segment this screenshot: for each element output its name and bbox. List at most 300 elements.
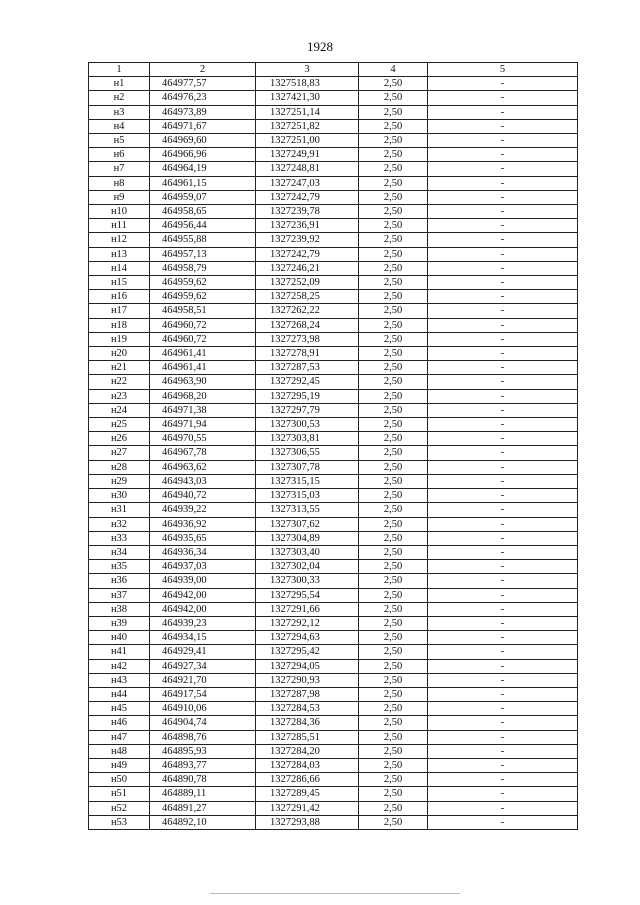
y-coordinate-cell: 1327251,82 (256, 119, 359, 133)
accuracy-cell: 2,50 (359, 347, 428, 361)
table-row (89, 418, 578, 432)
description-cell: - (428, 815, 578, 829)
table-row (89, 716, 578, 730)
x-coordinate-cell: 464934,15 (150, 631, 256, 645)
description-cell: - (428, 517, 578, 531)
accuracy-cell: 2,50 (359, 474, 428, 488)
description-cell: - (428, 687, 578, 701)
table-row (89, 687, 578, 701)
description-cell: - (428, 702, 578, 716)
point-id-cell: н2 (89, 91, 150, 105)
point-id-cell: н22 (89, 375, 150, 389)
y-coordinate-cell: 1327295,54 (256, 588, 359, 602)
x-coordinate-cell: 464963,62 (150, 460, 256, 474)
table-row (89, 247, 578, 261)
x-coordinate-cell: 464893,77 (150, 758, 256, 772)
x-coordinate-cell: 464955,88 (150, 233, 256, 247)
accuracy-cell: 2,50 (359, 432, 428, 446)
table-row (89, 148, 578, 162)
description-cell: - (428, 190, 578, 204)
y-coordinate-cell: 1327284,36 (256, 716, 359, 730)
accuracy-cell: 2,50 (359, 588, 428, 602)
accuracy-cell: 2,50 (359, 801, 428, 815)
description-cell: - (428, 233, 578, 247)
description-cell: - (428, 205, 578, 219)
x-coordinate-cell: 464977,57 (150, 77, 256, 91)
table-row (89, 744, 578, 758)
x-coordinate-cell: 464936,92 (150, 517, 256, 531)
x-coordinate-cell: 464942,00 (150, 588, 256, 602)
table-row (89, 560, 578, 574)
accuracy-cell: 2,50 (359, 531, 428, 545)
y-coordinate-cell: 1327293,88 (256, 815, 359, 829)
accuracy-cell: 2,50 (359, 616, 428, 630)
y-coordinate-cell: 1327295,42 (256, 645, 359, 659)
y-coordinate-cell: 1327268,24 (256, 318, 359, 332)
accuracy-cell: 2,50 (359, 148, 428, 162)
y-coordinate-cell: 1327239,78 (256, 205, 359, 219)
table-row (89, 318, 578, 332)
point-id-cell: н8 (89, 176, 150, 190)
y-coordinate-cell: 1327518,83 (256, 77, 359, 91)
point-id-cell: н36 (89, 574, 150, 588)
description-cell: - (428, 560, 578, 574)
point-id-cell: н9 (89, 190, 150, 204)
column-header: 5 (428, 63, 578, 77)
point-id-cell: н45 (89, 702, 150, 716)
x-coordinate-cell: 464959,62 (150, 276, 256, 290)
description-cell: - (428, 261, 578, 275)
x-coordinate-cell: 464958,79 (150, 261, 256, 275)
description-cell: - (428, 673, 578, 687)
table-row (89, 403, 578, 417)
table-row (89, 730, 578, 744)
header-row (89, 63, 578, 77)
table-row (89, 702, 578, 716)
column-header: 2 (150, 63, 256, 77)
point-id-cell: н24 (89, 403, 150, 417)
table-row (89, 489, 578, 503)
accuracy-cell: 2,50 (359, 304, 428, 318)
table-row (89, 276, 578, 290)
description-cell: - (428, 119, 578, 133)
point-id-cell: н32 (89, 517, 150, 531)
y-coordinate-cell: 1327246,21 (256, 261, 359, 275)
table-row (89, 503, 578, 517)
y-coordinate-cell: 1327285,51 (256, 730, 359, 744)
x-coordinate-cell: 464969,60 (150, 134, 256, 148)
point-id-cell: н42 (89, 659, 150, 673)
y-coordinate-cell: 1327251,00 (256, 134, 359, 148)
point-id-cell: н52 (89, 801, 150, 815)
y-coordinate-cell: 1327291,66 (256, 602, 359, 616)
table-row (89, 602, 578, 616)
table-row (89, 77, 578, 91)
accuracy-cell: 2,50 (359, 162, 428, 176)
description-cell: - (428, 91, 578, 105)
x-coordinate-cell: 464936,34 (150, 545, 256, 559)
y-coordinate-cell: 1327236,91 (256, 219, 359, 233)
accuracy-cell: 2,50 (359, 758, 428, 772)
x-coordinate-cell: 464942,00 (150, 602, 256, 616)
point-id-cell: н39 (89, 616, 150, 630)
description-cell: - (428, 474, 578, 488)
table-row (89, 673, 578, 687)
y-coordinate-cell: 1327313,55 (256, 503, 359, 517)
y-coordinate-cell: 1327300,33 (256, 574, 359, 588)
table-row (89, 588, 578, 602)
description-cell: - (428, 290, 578, 304)
point-id-cell: н23 (89, 389, 150, 403)
table-row (89, 290, 578, 304)
table-row (89, 545, 578, 559)
accuracy-cell: 2,50 (359, 602, 428, 616)
y-coordinate-cell: 1327304,89 (256, 531, 359, 545)
x-coordinate-cell: 464967,78 (150, 446, 256, 460)
table-row (89, 134, 578, 148)
accuracy-cell: 2,50 (359, 77, 428, 91)
description-cell: - (428, 446, 578, 460)
page-number: 1928 (307, 39, 333, 54)
point-id-cell: н40 (89, 631, 150, 645)
table-row (89, 460, 578, 474)
point-id-cell: н6 (89, 148, 150, 162)
description-cell: - (428, 574, 578, 588)
y-coordinate-cell: 1327291,42 (256, 801, 359, 815)
table-row (89, 233, 578, 247)
table-row (89, 91, 578, 105)
x-coordinate-cell: 464971,94 (150, 418, 256, 432)
point-id-cell: н13 (89, 247, 150, 261)
point-id-cell: н18 (89, 318, 150, 332)
table-row (89, 574, 578, 588)
description-cell: - (428, 105, 578, 119)
accuracy-cell: 2,50 (359, 687, 428, 701)
accuracy-cell: 2,50 (359, 205, 428, 219)
point-id-cell: н48 (89, 744, 150, 758)
description-cell: - (428, 304, 578, 318)
point-id-cell: н4 (89, 119, 150, 133)
x-coordinate-cell: 464895,93 (150, 744, 256, 758)
table-row (89, 432, 578, 446)
table-row (89, 517, 578, 531)
y-coordinate-cell: 1327307,78 (256, 460, 359, 474)
description-cell: - (428, 645, 578, 659)
accuracy-cell: 2,50 (359, 730, 428, 744)
x-coordinate-cell: 464963,90 (150, 375, 256, 389)
footer-divider (210, 893, 460, 894)
accuracy-cell: 2,50 (359, 659, 428, 673)
point-id-cell: н47 (89, 730, 150, 744)
accuracy-cell: 2,50 (359, 389, 428, 403)
description-cell: - (428, 460, 578, 474)
description-cell: - (428, 489, 578, 503)
accuracy-cell: 2,50 (359, 91, 428, 105)
point-id-cell: н35 (89, 560, 150, 574)
x-coordinate-cell: 464927,34 (150, 659, 256, 673)
accuracy-cell: 2,50 (359, 276, 428, 290)
accuracy-cell: 2,50 (359, 545, 428, 559)
table-row (89, 304, 578, 318)
point-id-cell: н14 (89, 261, 150, 275)
description-cell: - (428, 361, 578, 375)
y-coordinate-cell: 1327247,03 (256, 176, 359, 190)
description-cell: - (428, 432, 578, 446)
x-coordinate-cell: 464891,27 (150, 801, 256, 815)
description-cell: - (428, 347, 578, 361)
y-coordinate-cell: 1327315,03 (256, 489, 359, 503)
x-coordinate-cell: 464961,41 (150, 347, 256, 361)
accuracy-cell: 2,50 (359, 119, 428, 133)
description-cell: - (428, 744, 578, 758)
table-row (89, 758, 578, 772)
x-coordinate-cell: 464892,10 (150, 815, 256, 829)
x-coordinate-cell: 464890,78 (150, 773, 256, 787)
description-cell: - (428, 77, 578, 91)
y-coordinate-cell: 1327315,15 (256, 474, 359, 488)
x-coordinate-cell: 464973,89 (150, 105, 256, 119)
column-header: 1 (89, 63, 150, 77)
y-coordinate-cell: 1327292,45 (256, 375, 359, 389)
column-header: 4 (359, 63, 428, 77)
accuracy-cell: 2,50 (359, 261, 428, 275)
x-coordinate-cell: 464937,03 (150, 560, 256, 574)
x-coordinate-cell: 464929,41 (150, 645, 256, 659)
table-row (89, 361, 578, 375)
y-coordinate-cell: 1327302,04 (256, 560, 359, 574)
table-row (89, 446, 578, 460)
coordinates-table (88, 62, 578, 830)
y-coordinate-cell: 1327284,20 (256, 744, 359, 758)
y-coordinate-cell: 1327251,14 (256, 105, 359, 119)
point-id-cell: н11 (89, 219, 150, 233)
y-coordinate-cell: 1327287,98 (256, 687, 359, 701)
x-coordinate-cell: 464904,74 (150, 716, 256, 730)
accuracy-cell: 2,50 (359, 645, 428, 659)
y-coordinate-cell: 1327294,05 (256, 659, 359, 673)
point-id-cell: н25 (89, 418, 150, 432)
table-row (89, 389, 578, 403)
table-row (89, 801, 578, 815)
description-cell: - (428, 730, 578, 744)
point-id-cell: н53 (89, 815, 150, 829)
description-cell: - (428, 418, 578, 432)
point-id-cell: н17 (89, 304, 150, 318)
table-row (89, 659, 578, 673)
accuracy-cell: 2,50 (359, 105, 428, 119)
accuracy-cell: 2,50 (359, 375, 428, 389)
x-coordinate-cell: 464961,15 (150, 176, 256, 190)
description-cell: - (428, 588, 578, 602)
y-coordinate-cell: 1327303,81 (256, 432, 359, 446)
point-id-cell: н49 (89, 758, 150, 772)
y-coordinate-cell: 1327289,45 (256, 787, 359, 801)
accuracy-cell: 2,50 (359, 560, 428, 574)
accuracy-cell: 2,50 (359, 247, 428, 261)
point-id-cell: н10 (89, 205, 150, 219)
y-coordinate-cell: 1327295,19 (256, 389, 359, 403)
description-cell: - (428, 602, 578, 616)
y-coordinate-cell: 1327290,93 (256, 673, 359, 687)
point-id-cell: н44 (89, 687, 150, 701)
x-coordinate-cell: 464935,65 (150, 531, 256, 545)
table-body (89, 77, 578, 830)
description-cell: - (428, 503, 578, 517)
description-cell: - (428, 531, 578, 545)
point-id-cell: н15 (89, 276, 150, 290)
point-id-cell: н21 (89, 361, 150, 375)
accuracy-cell: 2,50 (359, 176, 428, 190)
point-id-cell: н51 (89, 787, 150, 801)
accuracy-cell: 2,50 (359, 517, 428, 531)
table-row (89, 787, 578, 801)
x-coordinate-cell: 464939,23 (150, 616, 256, 630)
point-id-cell: н16 (89, 290, 150, 304)
point-id-cell: н34 (89, 545, 150, 559)
description-cell: - (428, 758, 578, 772)
accuracy-cell: 2,50 (359, 233, 428, 247)
y-coordinate-cell: 1327292,12 (256, 616, 359, 630)
x-coordinate-cell: 464956,44 (150, 219, 256, 233)
point-id-cell: н41 (89, 645, 150, 659)
y-coordinate-cell: 1327252,09 (256, 276, 359, 290)
accuracy-cell: 2,50 (359, 716, 428, 730)
y-coordinate-cell: 1327306,55 (256, 446, 359, 460)
table-row (89, 176, 578, 190)
table-row (89, 332, 578, 346)
y-coordinate-cell: 1327300,53 (256, 418, 359, 432)
accuracy-cell: 2,50 (359, 744, 428, 758)
accuracy-cell: 2,50 (359, 773, 428, 787)
x-coordinate-cell: 464957,13 (150, 247, 256, 261)
y-coordinate-cell: 1327294,63 (256, 631, 359, 645)
x-coordinate-cell: 464958,51 (150, 304, 256, 318)
y-coordinate-cell: 1327287,53 (256, 361, 359, 375)
table-row (89, 162, 578, 176)
x-coordinate-cell: 464958,65 (150, 205, 256, 219)
accuracy-cell: 2,50 (359, 134, 428, 148)
accuracy-cell: 2,50 (359, 190, 428, 204)
accuracy-cell: 2,50 (359, 403, 428, 417)
y-coordinate-cell: 1327286,66 (256, 773, 359, 787)
x-coordinate-cell: 464959,62 (150, 290, 256, 304)
x-coordinate-cell: 464921,70 (150, 673, 256, 687)
point-id-cell: н30 (89, 489, 150, 503)
description-cell: - (428, 545, 578, 559)
table-row (89, 190, 578, 204)
accuracy-cell: 2,50 (359, 673, 428, 687)
y-coordinate-cell: 1327284,03 (256, 758, 359, 772)
x-coordinate-cell: 464939,00 (150, 574, 256, 588)
x-coordinate-cell: 464959,07 (150, 190, 256, 204)
y-coordinate-cell: 1327249,91 (256, 148, 359, 162)
table-row (89, 645, 578, 659)
y-coordinate-cell: 1327307,62 (256, 517, 359, 531)
point-id-cell: н12 (89, 233, 150, 247)
description-cell: - (428, 162, 578, 176)
table-row (89, 105, 578, 119)
point-id-cell: н37 (89, 588, 150, 602)
description-cell: - (428, 716, 578, 730)
description-cell: - (428, 403, 578, 417)
accuracy-cell: 2,50 (359, 460, 428, 474)
y-coordinate-cell: 1327297,79 (256, 403, 359, 417)
description-cell: - (428, 375, 578, 389)
table-row (89, 347, 578, 361)
table-row (89, 616, 578, 630)
point-id-cell: н26 (89, 432, 150, 446)
y-coordinate-cell: 1327284,53 (256, 702, 359, 716)
description-cell: - (428, 276, 578, 290)
description-cell: - (428, 219, 578, 233)
y-coordinate-cell: 1327262,22 (256, 304, 359, 318)
y-coordinate-cell: 1327258,25 (256, 290, 359, 304)
description-cell: - (428, 332, 578, 346)
x-coordinate-cell: 464966,96 (150, 148, 256, 162)
accuracy-cell: 2,50 (359, 318, 428, 332)
description-cell: - (428, 631, 578, 645)
description-cell: - (428, 616, 578, 630)
x-coordinate-cell: 464970,55 (150, 432, 256, 446)
point-id-cell: н27 (89, 446, 150, 460)
table-row (89, 119, 578, 133)
description-cell: - (428, 801, 578, 815)
table-row (89, 531, 578, 545)
accuracy-cell: 2,50 (359, 631, 428, 645)
accuracy-cell: 2,50 (359, 787, 428, 801)
y-coordinate-cell: 1327242,79 (256, 190, 359, 204)
x-coordinate-cell: 464910,06 (150, 702, 256, 716)
table-row (89, 261, 578, 275)
point-id-cell: н19 (89, 332, 150, 346)
description-cell: - (428, 773, 578, 787)
x-coordinate-cell: 464964,19 (150, 162, 256, 176)
point-id-cell: н5 (89, 134, 150, 148)
description-cell: - (428, 247, 578, 261)
x-coordinate-cell: 464971,67 (150, 119, 256, 133)
column-header: 3 (256, 63, 359, 77)
table-row (89, 474, 578, 488)
table-row (89, 773, 578, 787)
accuracy-cell: 2,50 (359, 290, 428, 304)
x-coordinate-cell: 464917,54 (150, 687, 256, 701)
accuracy-cell: 2,50 (359, 815, 428, 829)
y-coordinate-cell: 1327242,79 (256, 247, 359, 261)
description-cell: - (428, 659, 578, 673)
x-coordinate-cell: 464971,38 (150, 403, 256, 417)
point-id-cell: н33 (89, 531, 150, 545)
point-id-cell: н1 (89, 77, 150, 91)
x-coordinate-cell: 464889,11 (150, 787, 256, 801)
accuracy-cell: 2,50 (359, 702, 428, 716)
point-id-cell: н3 (89, 105, 150, 119)
point-id-cell: н50 (89, 773, 150, 787)
accuracy-cell: 2,50 (359, 418, 428, 432)
description-cell: - (428, 176, 578, 190)
y-coordinate-cell: 1327303,40 (256, 545, 359, 559)
point-id-cell: н43 (89, 673, 150, 687)
accuracy-cell: 2,50 (359, 503, 428, 517)
x-coordinate-cell: 464961,41 (150, 361, 256, 375)
x-coordinate-cell: 464943,03 (150, 474, 256, 488)
x-coordinate-cell: 464968,20 (150, 389, 256, 403)
point-id-cell: н29 (89, 474, 150, 488)
table-row (89, 375, 578, 389)
y-coordinate-cell: 1327421,30 (256, 91, 359, 105)
accuracy-cell: 2,50 (359, 489, 428, 503)
x-coordinate-cell: 464960,72 (150, 332, 256, 346)
accuracy-cell: 2,50 (359, 219, 428, 233)
